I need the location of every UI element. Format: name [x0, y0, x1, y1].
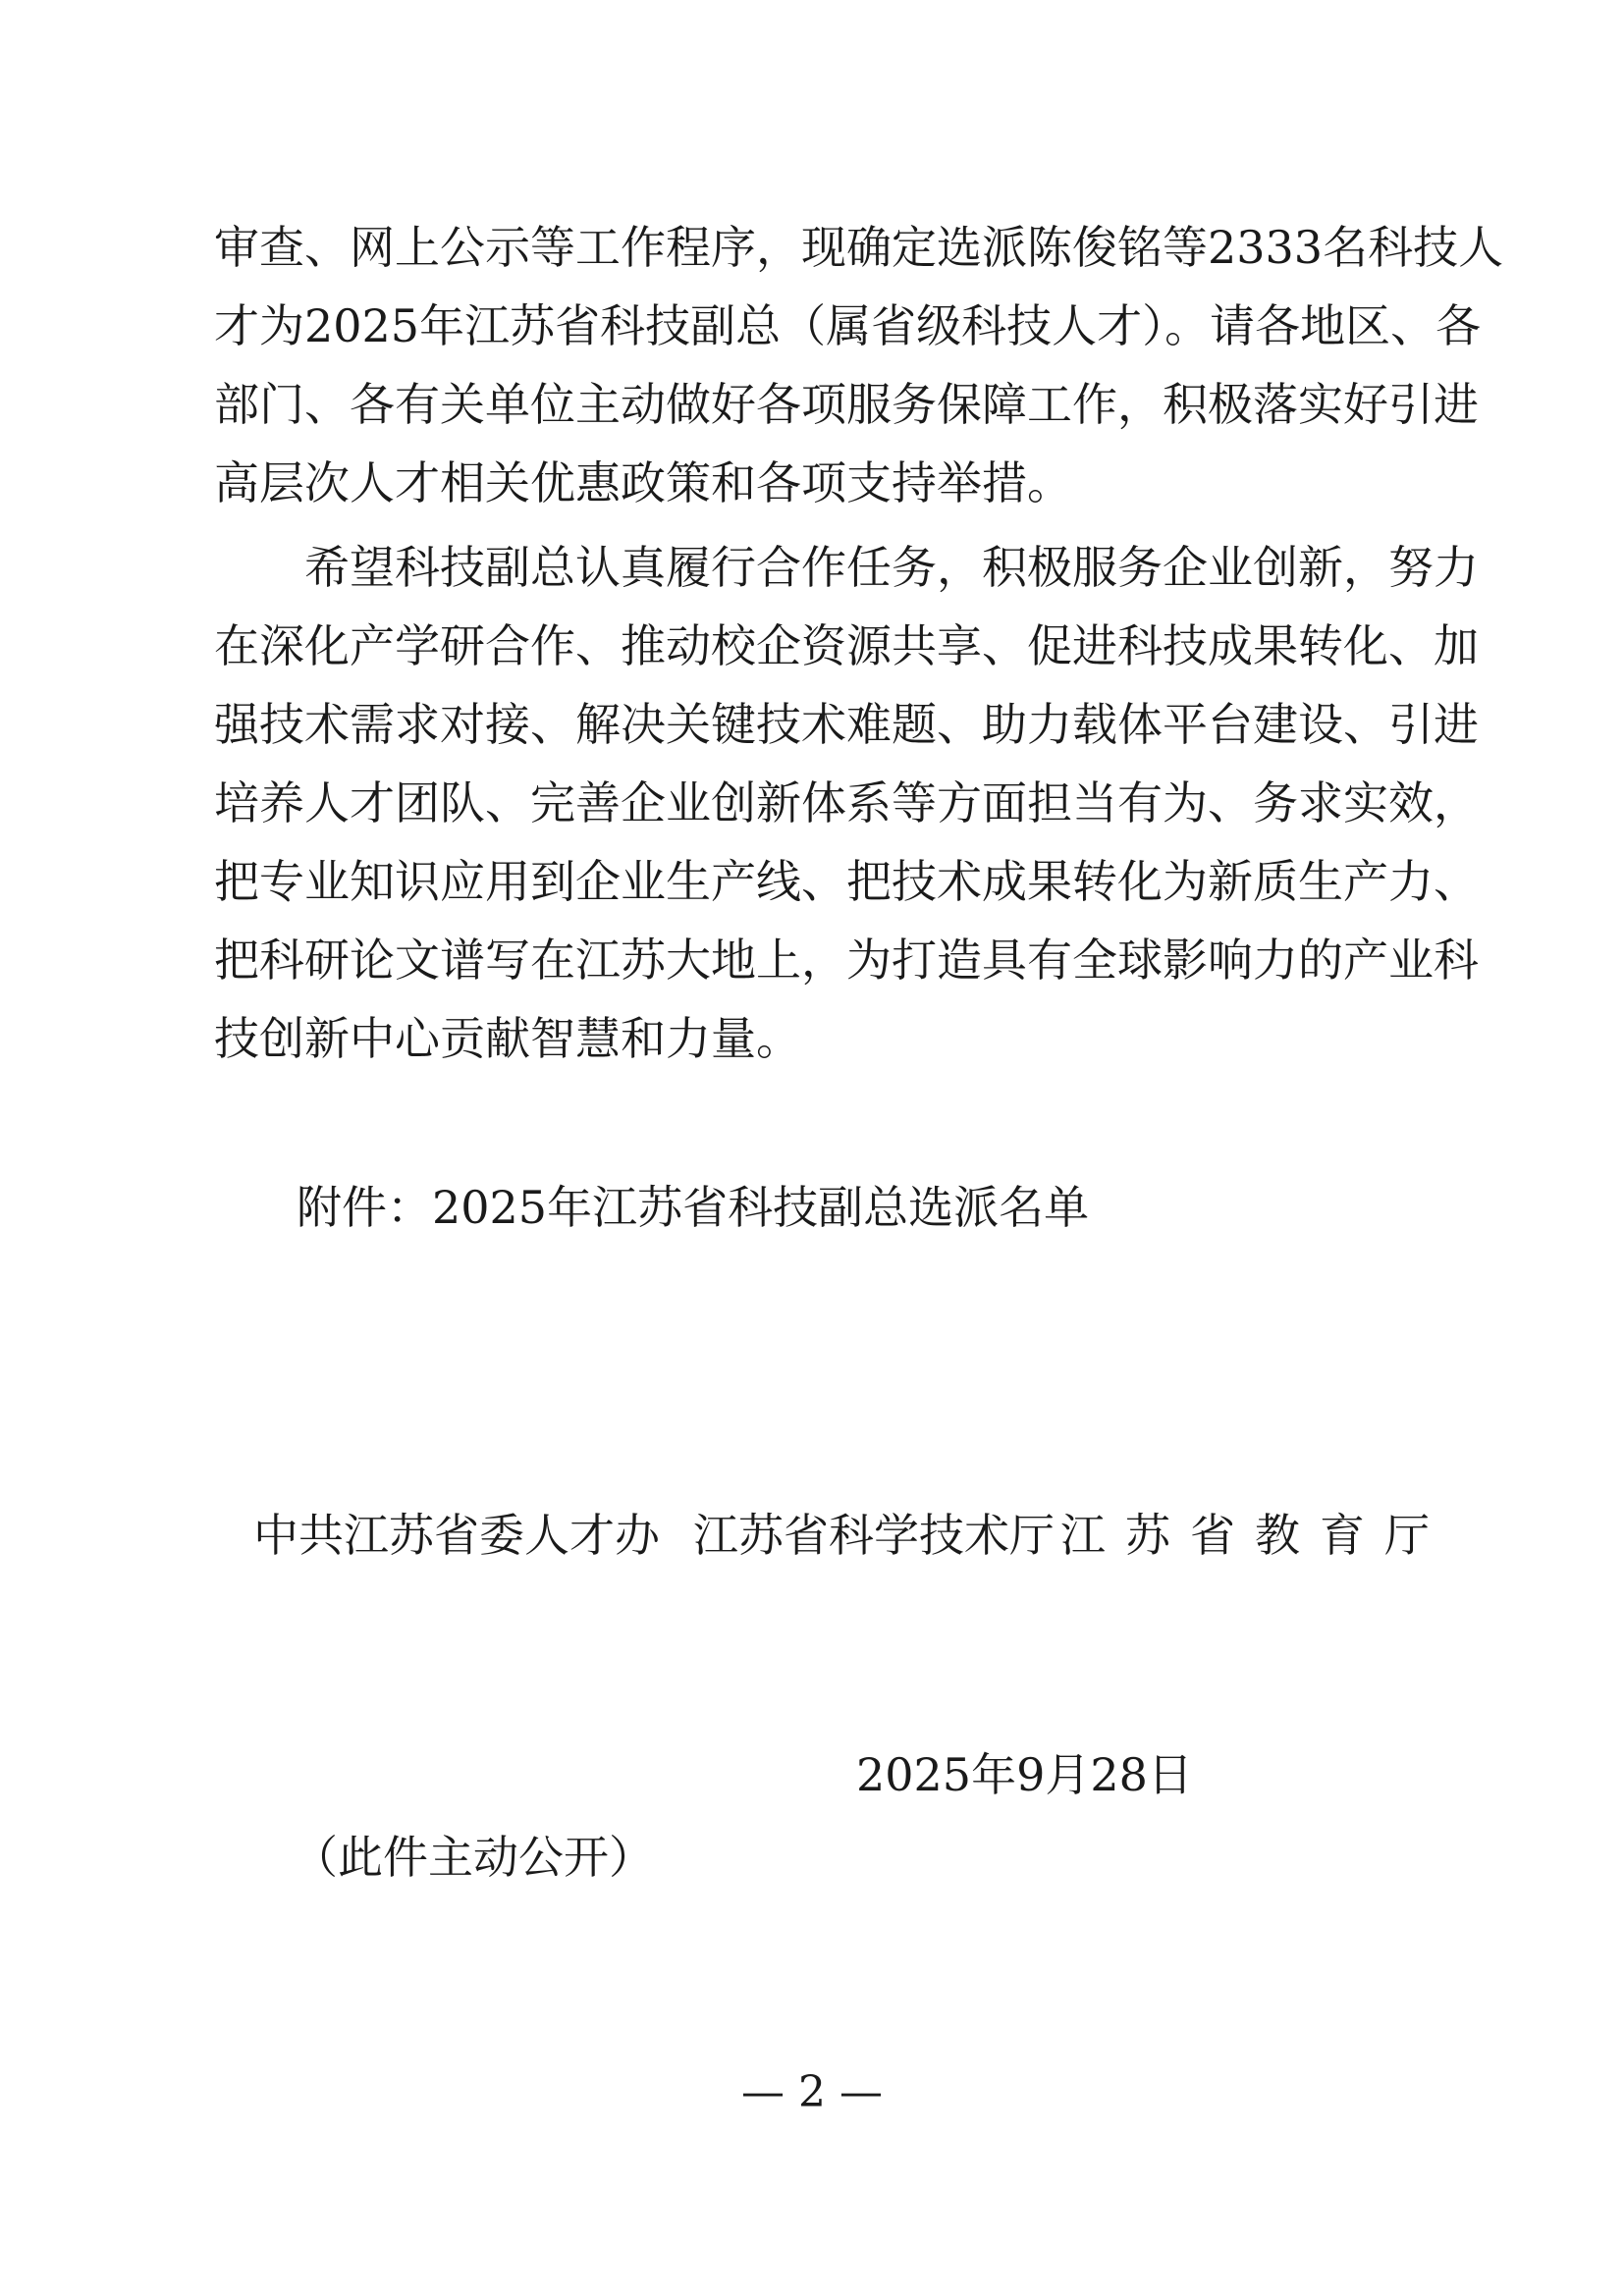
body-text-line: 高层次人才相关优惠政策和各项支持举措。 [214, 456, 1072, 509]
attachment-note: 附件：2025年江苏省科技副总选派名单 [297, 1181, 1090, 1234]
signatory-talent-office: 中共江苏省委人才办 [253, 1509, 660, 1562]
issue-date: 2025年9月28日 [856, 1748, 1193, 1801]
body-text-line: 希望科技副总认真履行合作任务，积极服务企业创新，努力 [304, 541, 1479, 594]
body-text-line: 部门、各有关单位主动做好各项服务保障工作，积极落实好引进 [214, 378, 1479, 431]
body-text-line: 在深化产学研合作、推动校企资源共享、促进科技成果转化、加 [214, 619, 1479, 672]
body-text-line: 才为2025年江苏省科技副总（属省级科技人才）。请各地区、各 [214, 299, 1482, 352]
body-text-line: 审查、网上公示等工作程序，现确定选派陈俊铭等2333名科技人 [214, 221, 1504, 274]
signatory-education-dept: 江苏省教育厅 [1060, 1509, 1449, 1562]
body-text-line: 把专业知识应用到企业生产线、把技术成果转化为新质生产力、 [214, 855, 1479, 908]
body-text-line: 培养人才团队、完善企业创新体系等方面担当有为、务求实效， [214, 776, 1479, 829]
body-text-line: 强技术需求对接、解决关键技术难题、助力载体平台建设、引进 [214, 698, 1479, 751]
disclosure-note: （此件主动公开） [293, 1831, 654, 1884]
page-number: — 2 — [741, 2067, 883, 2117]
body-text-line: 技创新中心贡献智慧和力量。 [214, 1012, 801, 1065]
body-text-line: 把科研论文谱写在江苏大地上，为打造具有全球影响力的产业科 [214, 934, 1479, 987]
signatory-science-dept: 江苏省科学技术厅 [693, 1509, 1055, 1562]
